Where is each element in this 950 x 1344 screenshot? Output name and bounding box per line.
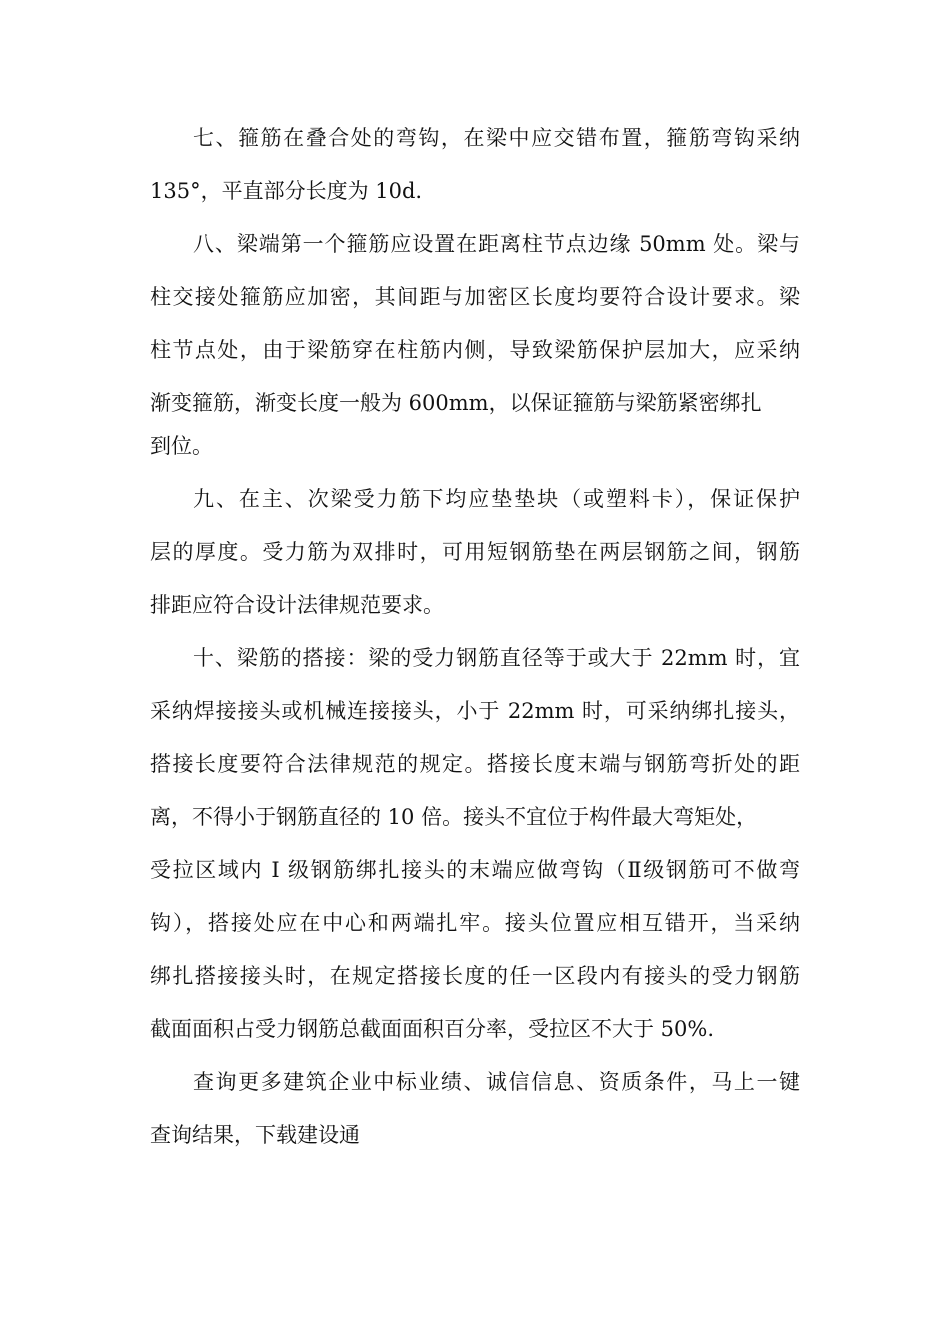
- paragraph-9-line-2: 层的厚度。受力筋为双排时，可用短钢筋垫在两层钢筋之间，钢筋: [150, 540, 800, 564]
- paragraph-7-line-2: 135°，平直部分长度为 10d.: [150, 179, 423, 203]
- paragraph-9-line-1: 九、在主、次梁受力筋下均应垫垫块（或塑料卡），保证保护: [193, 487, 800, 511]
- paragraph-8-line-4: 渐变箍筋，渐变长度一般为 600mm，以保证箍筋与梁筋紧密绑扎: [150, 391, 762, 415]
- paragraph-8-line-1: 八、梁端第一个箍筋应设置在距离柱节点边缘 50mm 处。梁与: [193, 232, 800, 256]
- promo-line-1: 查询更多建筑企业中标业绩、诚信信息、资质条件，马上一键: [193, 1070, 800, 1094]
- paragraph-10-line-1: 十、梁筋的搭接：梁的受力钢筋直径等于或大于 22mm 时，宜: [193, 646, 800, 670]
- paragraph-10-line-6: 钩），搭接处应在中心和两端扎牢。接头位置应相互错开，当采纳: [150, 911, 800, 935]
- promo-line-2: 查询结果，下载建设通: [150, 1123, 360, 1147]
- paragraph-10-line-8: 截面面积占受力钢筋总截面面积百分率，受拉区不大于 50%.: [150, 1017, 715, 1041]
- paragraph-10-line-5: 受拉区域内 I 级钢筋绑扎接头的末端应做弯钩（Ⅱ级钢筋可不做弯: [150, 858, 800, 882]
- paragraph-10-line-7: 绑扎搭接接头时，在规定搭接长度的任一区段内有接头的受力钢筋: [150, 964, 800, 988]
- paragraph-8-line-2: 柱交接处箍筋应加密，其间距与加密区长度均要符合设计要求。梁: [150, 285, 800, 309]
- paragraph-9-line-3: 排距应符合设计法律规范要求。: [150, 593, 444, 617]
- paragraph-10-line-2: 采纳焊接接头或机械连接接头，小于 22mm 时，可采纳绑扎接头，: [150, 699, 800, 723]
- paragraph-8-line-5: 到位。: [150, 434, 213, 458]
- paragraph-8-line-3: 柱节点处，由于梁筋穿在柱筋内侧，导致梁筋保护层加大，应采纳: [150, 338, 800, 362]
- paragraph-10-line-3: 搭接长度要符合法律规范的规定。搭接长度末端与钢筋弯折处的距: [150, 752, 800, 776]
- paragraph-10-line-4: 离，不得小于钢筋直径的 10 倍。接头不宜位于构件最大弯矩处，: [150, 805, 758, 829]
- paragraph-7-line-1: 七、箍筋在叠合处的弯钩，在梁中应交错布置，箍筋弯钩采纳: [193, 126, 800, 150]
